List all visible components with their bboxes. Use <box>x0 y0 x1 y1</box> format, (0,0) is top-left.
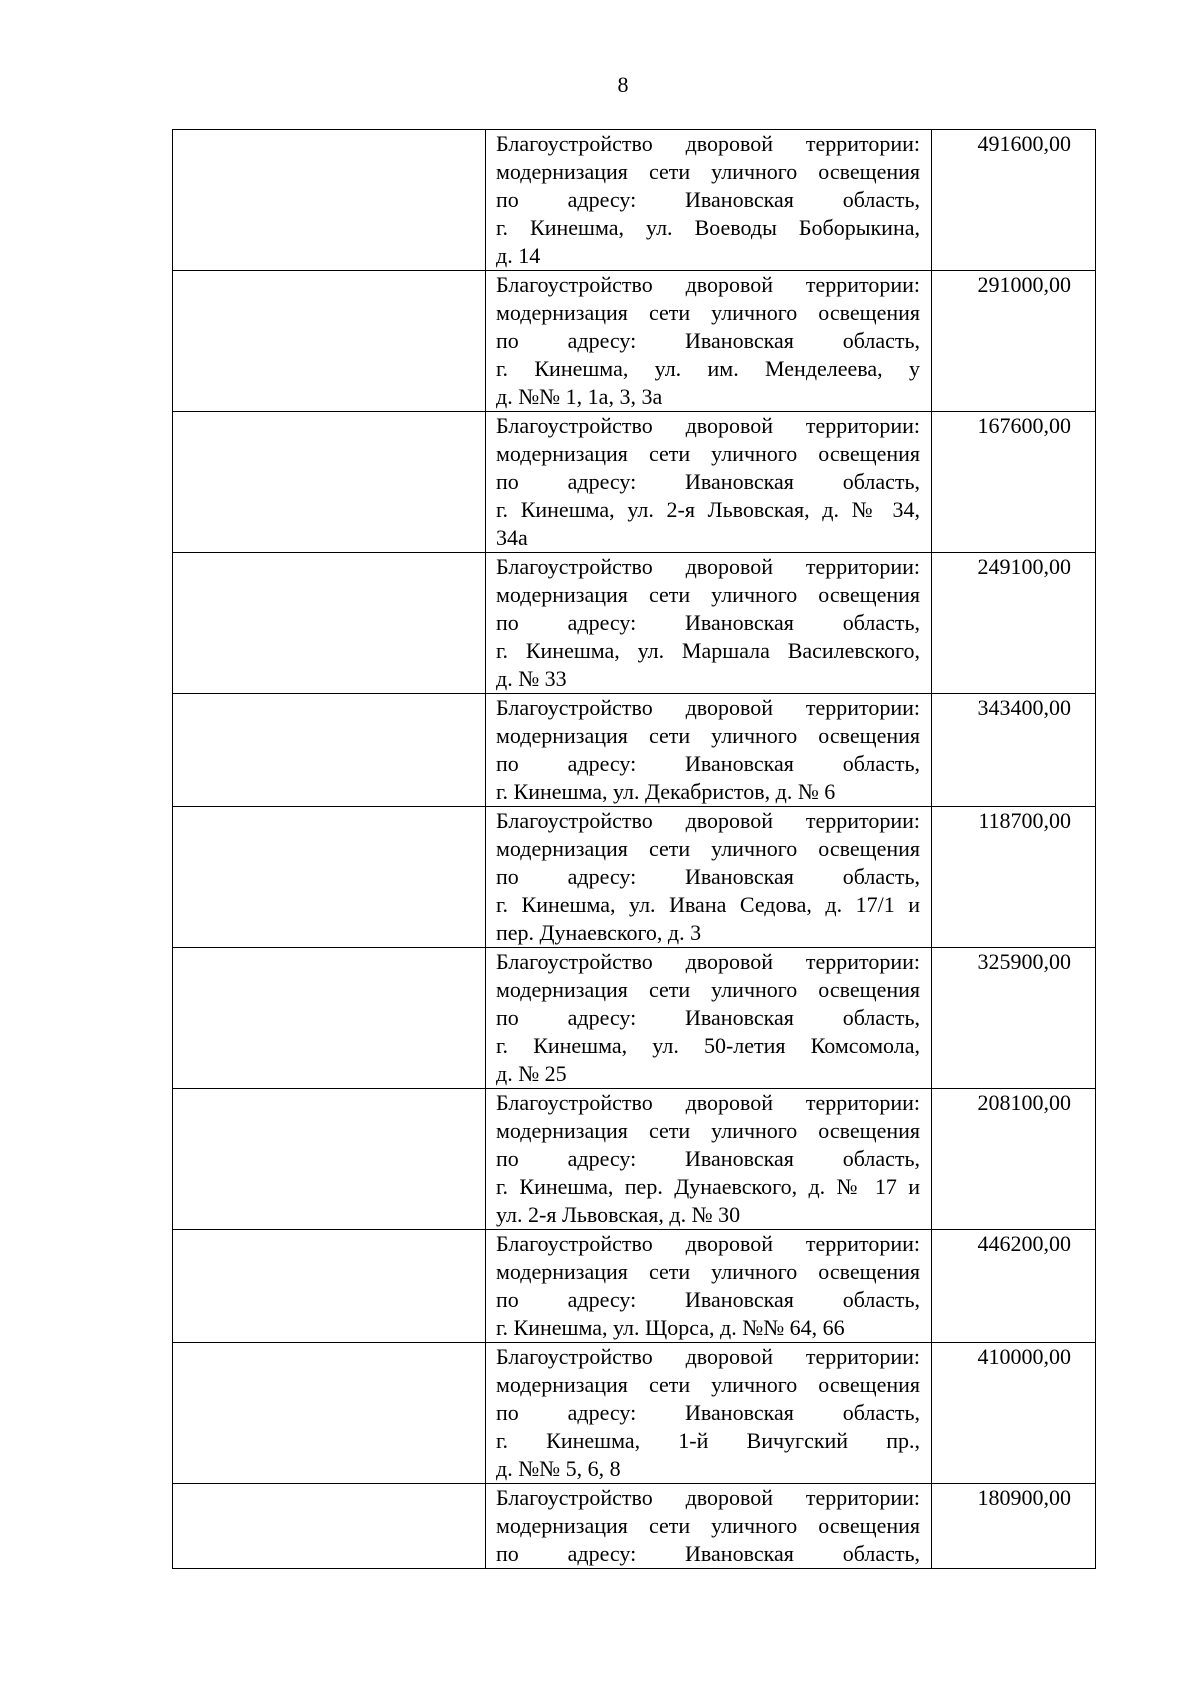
description-text <box>486 130 931 270</box>
description-cell <box>486 412 932 553</box>
description-line: г. Кинешма, ул. Маршала Василевского, <box>496 638 920 663</box>
description-line: Благоустройство дворовой территории: <box>496 1231 920 1256</box>
description-line: г. Кинешма, ул. Воеводы Боборыкина, <box>496 215 920 240</box>
description-text <box>486 271 931 411</box>
description-line: Благоустройство дворовой территории: <box>496 695 920 720</box>
table-row <box>173 807 1096 948</box>
description-line: Благоустройство дворовой территории: <box>496 554 920 579</box>
description-line: модернизация сети уличного освещения <box>496 977 920 1002</box>
description-line: Благоустройство дворовой территории: <box>496 1344 920 1369</box>
description-line: д. 14 <box>496 243 541 268</box>
empty-cell <box>173 1343 486 1484</box>
amount-value: 208100,00 <box>977 1090 1071 1115</box>
description-line: г. Кинешма, ул. им. Менделеева, у <box>496 356 920 381</box>
description-line: г. Кинешма, 1-й Вичугский пр., <box>496 1428 920 1453</box>
table-row <box>173 948 1096 1089</box>
description-text <box>486 948 931 1088</box>
amount-cell <box>932 412 1096 553</box>
amount-cell <box>932 1089 1096 1230</box>
budget-table <box>172 129 1096 1569</box>
page-number: 8 <box>617 72 629 97</box>
empty-cell <box>173 948 486 1089</box>
description-line: г. Кинешма, ул. 50-летия Комсомола, <box>496 1033 920 1058</box>
amount-value: 446200,00 <box>977 1231 1071 1256</box>
description-line: по адресу: Ивановская область, <box>496 1400 920 1425</box>
description-cell <box>486 948 932 1089</box>
table-body <box>173 130 1096 1569</box>
amount-value: 325900,00 <box>977 949 1071 974</box>
description-line: Благоустройство дворовой территории: <box>496 1485 920 1510</box>
amount-value: 343400,00 <box>977 695 1071 720</box>
empty-cell <box>173 412 486 553</box>
description-line: модернизация сети уличного освещения <box>496 300 920 325</box>
table-row <box>173 1343 1096 1484</box>
amount-cell <box>932 807 1096 948</box>
empty-cell <box>173 130 486 271</box>
description-text <box>486 1484 931 1568</box>
description-line: модернизация сети уличного освещения <box>496 1118 920 1143</box>
amount-value: 410000,00 <box>977 1344 1071 1369</box>
description-line: модернизация сети уличного освещения <box>496 159 920 184</box>
description-text <box>486 807 931 947</box>
description-line: по адресу: Ивановская область, <box>496 187 920 212</box>
description-line: модернизация сети уличного освещения <box>496 582 920 607</box>
amount-cell <box>932 1230 1096 1343</box>
description-line: модернизация сети уличного освещения <box>496 836 920 861</box>
amount-value: 180900,00 <box>977 1485 1071 1510</box>
description-line: модернизация сети уличного освещения <box>496 441 920 466</box>
description-line: г. Кинешма, ул. Ивана Седова, д. 17/1 и <box>496 892 920 917</box>
description-line: по адресу: Ивановская область, <box>496 328 920 353</box>
amount-cell <box>932 1343 1096 1484</box>
amount-value: 491600,00 <box>977 131 1071 156</box>
empty-cell <box>173 807 486 948</box>
description-line: по адресу: Ивановская область, <box>496 1005 920 1030</box>
empty-cell <box>173 694 486 807</box>
description-cell <box>486 130 932 271</box>
description-line: по адресу: Ивановская область, <box>496 1541 920 1566</box>
description-text <box>486 553 931 693</box>
table-row <box>173 1230 1096 1343</box>
empty-cell <box>173 1484 486 1569</box>
description-line: Благоустройство дворовой территории: <box>496 949 920 974</box>
amount-value: 291000,00 <box>977 272 1071 297</box>
table-row <box>173 1089 1096 1230</box>
amount-cell <box>932 271 1096 412</box>
description-line: г. Кинешма, ул. 2-я Львовская, д. № 34, <box>496 497 920 522</box>
empty-cell <box>173 553 486 694</box>
description-cell <box>486 1484 932 1569</box>
description-line: г. Кинешма, пер. Дунаевского, д. № 17 и <box>496 1174 920 1199</box>
description-line: ул. 2-я Львовская, д. № 30 <box>496 1202 741 1227</box>
empty-cell <box>173 271 486 412</box>
description-line: по адресу: Ивановская область, <box>496 469 920 494</box>
table-row <box>173 694 1096 807</box>
description-line: г. Кинешма, ул. Декабристов, д. № 6 <box>496 779 836 804</box>
description-cell <box>486 1089 932 1230</box>
amount-value: 167600,00 <box>977 413 1071 438</box>
description-line: д. №№ 5, 6, 8 <box>496 1456 621 1481</box>
table-row <box>173 553 1096 694</box>
table-row <box>173 1484 1096 1569</box>
table-row <box>173 130 1096 271</box>
description-text <box>486 412 931 552</box>
description-line: по адресу: Ивановская область, <box>496 864 920 889</box>
description-cell <box>486 553 932 694</box>
description-line: модернизация сети уличного освещения <box>496 723 920 748</box>
amount-value: 118700,00 <box>978 808 1071 833</box>
description-line: по адресу: Ивановская область, <box>496 1146 920 1171</box>
description-line: д. № 25 <box>496 1061 567 1086</box>
description-cell <box>486 694 932 807</box>
empty-cell <box>173 1230 486 1343</box>
empty-cell <box>173 1089 486 1230</box>
description-line: 34а <box>496 525 528 550</box>
description-cell <box>486 1230 932 1343</box>
description-line: г. Кинешма, ул. Щорса, д. №№ 64, 66 <box>496 1315 845 1340</box>
description-cell <box>486 271 932 412</box>
description-line: Благоустройство дворовой территории: <box>496 1090 920 1115</box>
description-line: модернизация сети уличного освещения <box>496 1372 920 1397</box>
amount-cell <box>932 948 1096 1089</box>
description-cell <box>486 807 932 948</box>
description-text <box>486 1089 931 1229</box>
amount-cell <box>932 130 1096 271</box>
amount-cell <box>932 1484 1096 1569</box>
description-line: Благоустройство дворовой территории: <box>496 413 920 438</box>
amount-cell <box>932 553 1096 694</box>
table-row <box>173 412 1096 553</box>
description-line: по адресу: Ивановская область, <box>496 610 920 635</box>
description-line: модернизация сети уличного освещения <box>496 1513 920 1538</box>
description-text <box>486 694 931 806</box>
amount-value: 249100,00 <box>977 554 1071 579</box>
description-text <box>486 1343 931 1483</box>
description-line: Благоустройство дворовой территории: <box>496 131 920 156</box>
description-line: д. № 33 <box>496 666 567 691</box>
description-line: по адресу: Ивановская область, <box>496 751 920 776</box>
description-line: пер. Дунаевского, д. 3 <box>496 920 702 945</box>
table-row <box>173 271 1096 412</box>
description-line: д. №№ 1, 1а, 3, 3а <box>496 384 663 409</box>
description-line: модернизация сети уличного освещения <box>496 1259 920 1284</box>
description-text <box>486 1230 931 1342</box>
description-cell <box>486 1343 932 1484</box>
description-line: Благоустройство дворовой территории: <box>496 808 920 833</box>
description-line: по адресу: Ивановская область, <box>496 1287 920 1312</box>
amount-cell <box>932 694 1096 807</box>
description-line: Благоустройство дворовой территории: <box>496 272 920 297</box>
